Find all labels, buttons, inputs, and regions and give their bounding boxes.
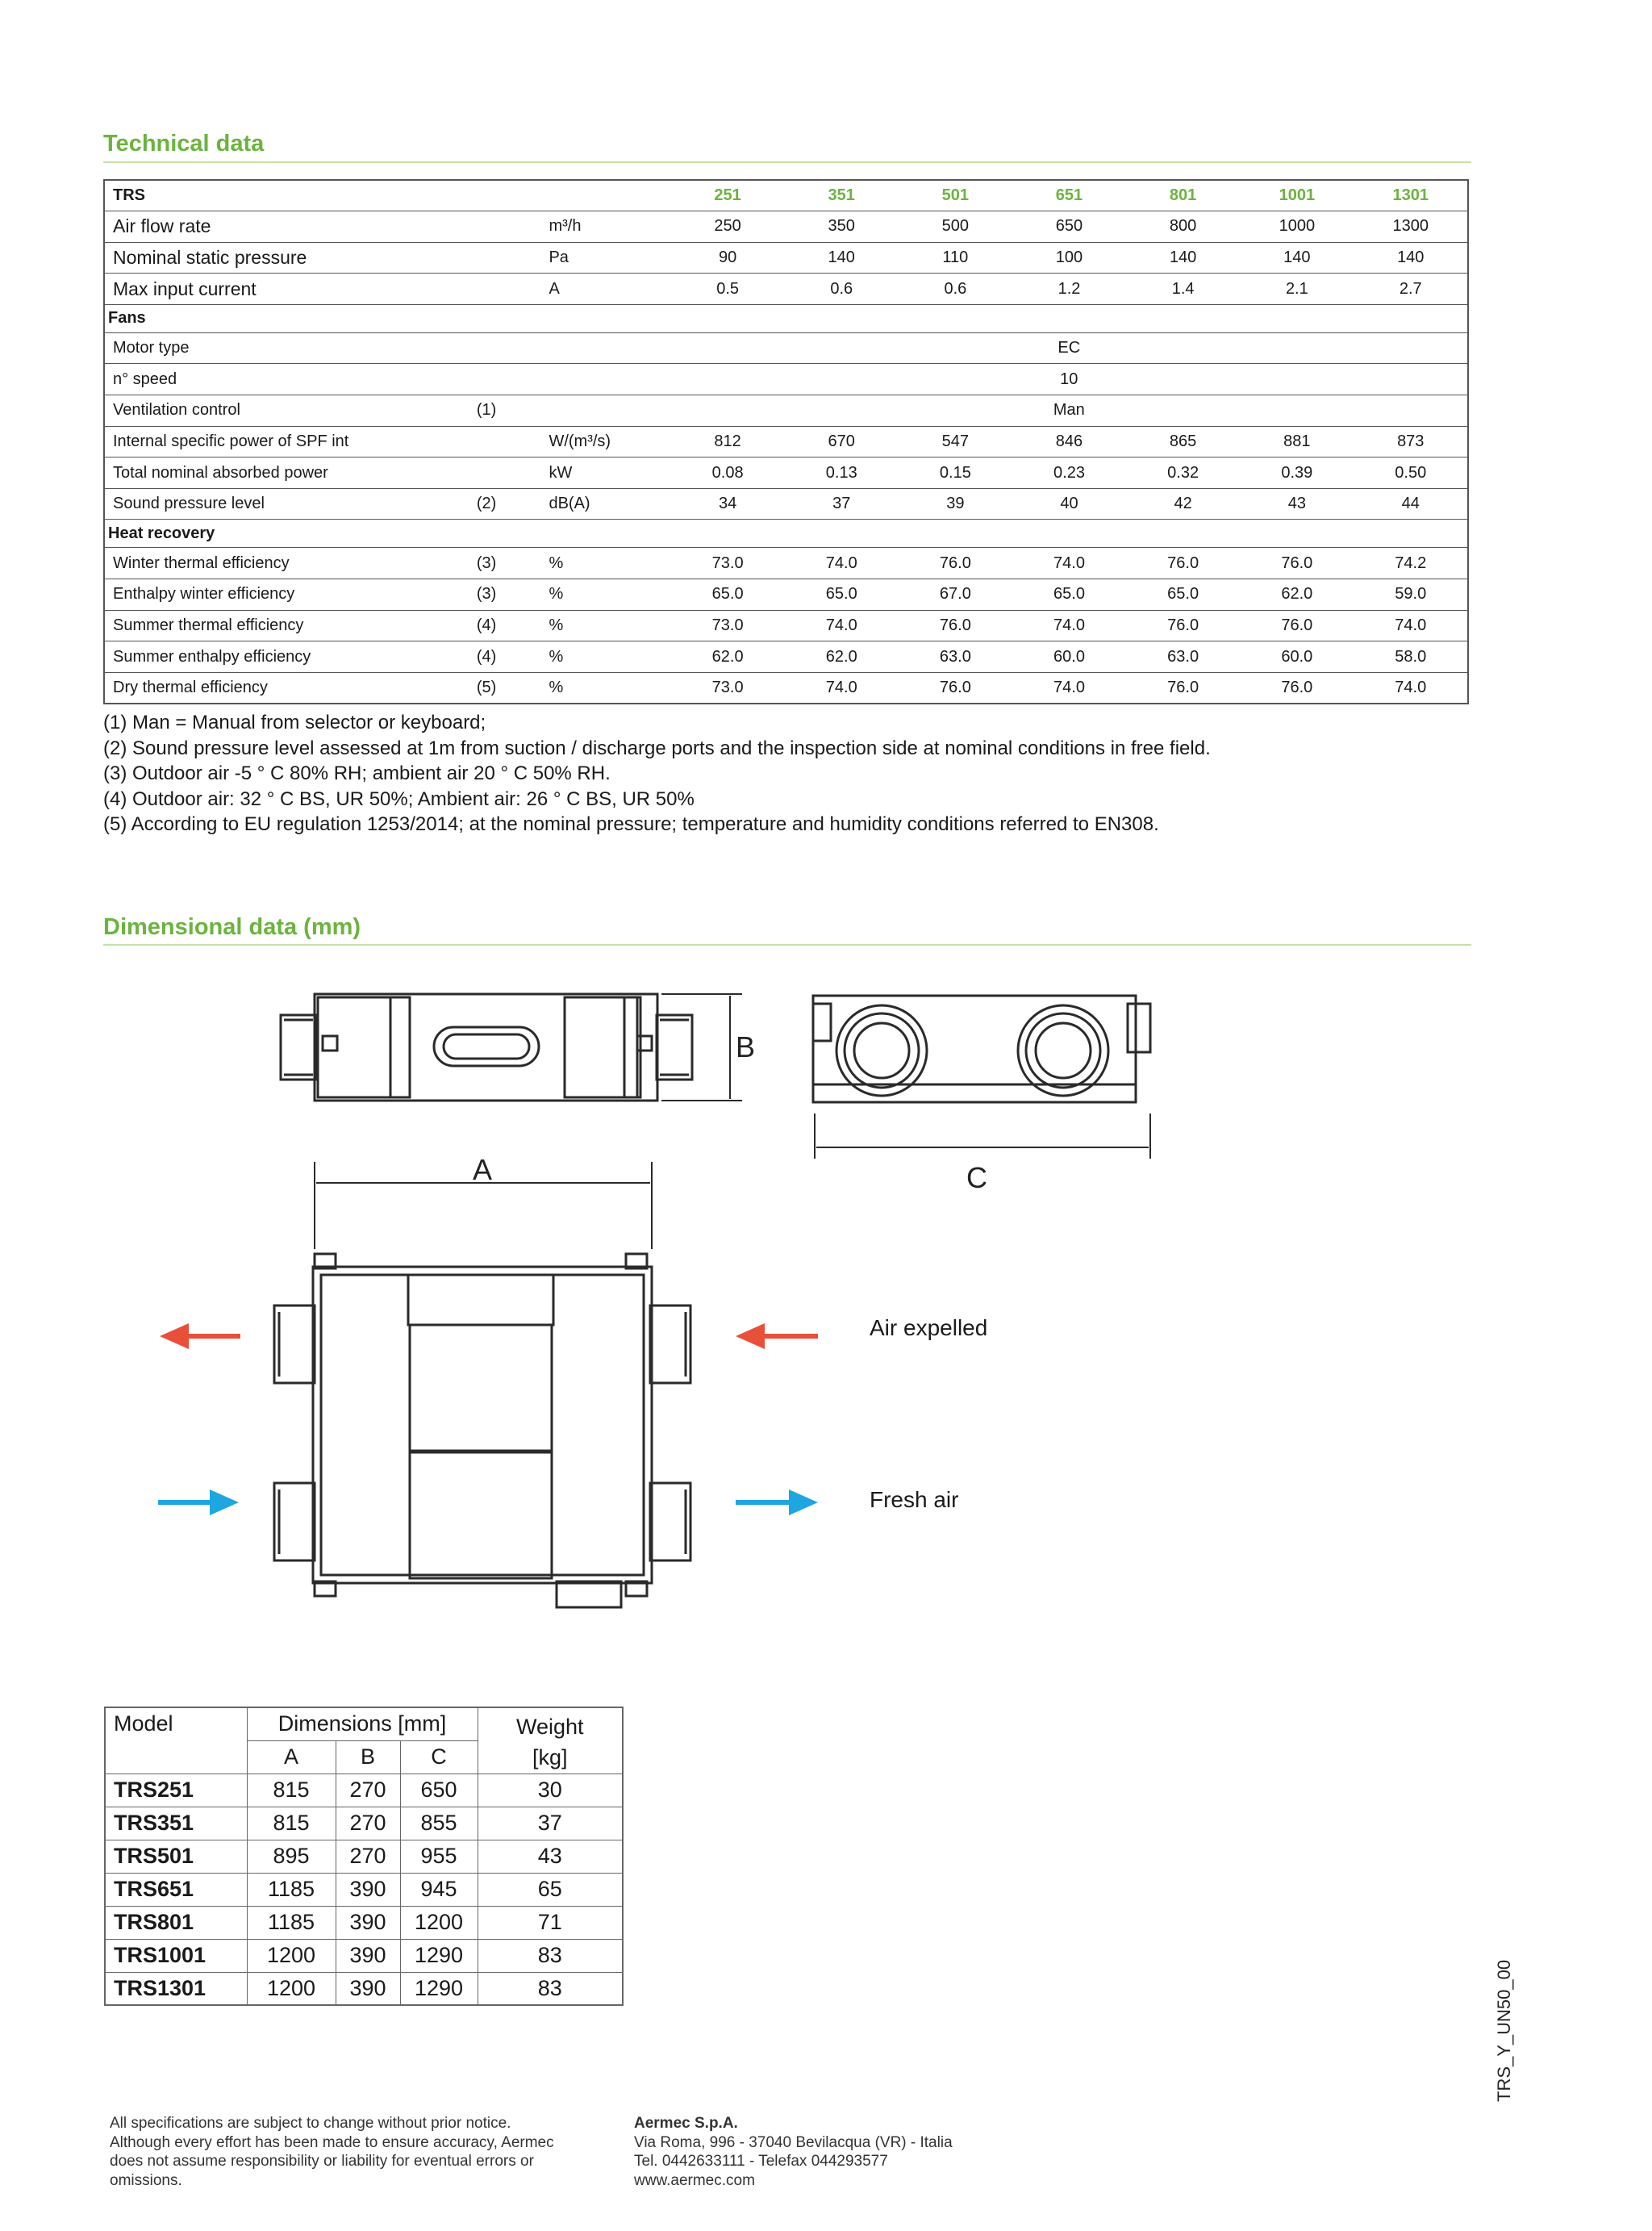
row-value: 73.0 bbox=[671, 672, 785, 704]
footer-company-block bbox=[634, 2114, 953, 2190]
plan-view-drawing bbox=[274, 1254, 690, 1607]
row-value: 1.2 bbox=[1012, 274, 1126, 305]
row-value: 74.0 bbox=[785, 610, 899, 641]
row-value: 76.0 bbox=[1126, 672, 1240, 704]
dims-cell-w: 83 bbox=[478, 1939, 623, 1972]
row-label: Summer thermal efficiency bbox=[104, 610, 473, 641]
row-value: 812 bbox=[671, 426, 785, 457]
dims-cell-model: TRS501 bbox=[105, 1840, 247, 1873]
row-value: 74.0 bbox=[1354, 610, 1468, 641]
company-phone: Tel. 0442633111 - Telefax 044293577 bbox=[634, 2153, 888, 2170]
row-note: (5) bbox=[473, 672, 546, 704]
arrow-fresh-right bbox=[736, 1489, 818, 1515]
dims-cell-model: TRS1301 bbox=[105, 1972, 247, 2005]
footnote-3: (3) Outdoor air -5 ° C 80% RH; ambient air 20 ° C 50% RH. bbox=[103, 762, 611, 784]
model-header-651: 651 bbox=[1012, 180, 1126, 211]
arrow-expelled-right bbox=[736, 1323, 818, 1349]
row-value: 0.08 bbox=[671, 457, 785, 489]
speed-row-label: n° speed bbox=[104, 364, 473, 395]
row-value: 670 bbox=[785, 426, 899, 457]
dims-cell-model: TRS651 bbox=[105, 1873, 247, 1906]
model-header-501: 501 bbox=[899, 180, 1012, 211]
dims-cell-model: TRS1001 bbox=[105, 1939, 247, 1972]
row-label: Air flow rate bbox=[104, 211, 473, 243]
row-unit: % bbox=[545, 579, 670, 611]
dims-cell-c: 1290 bbox=[400, 1972, 478, 2005]
row-unit: % bbox=[545, 672, 670, 704]
row-value: 76.0 bbox=[899, 672, 1012, 704]
dims-header-row bbox=[105, 1707, 623, 1740]
row-value: 62.0 bbox=[671, 641, 785, 673]
model-header-251: 251 bbox=[671, 180, 785, 211]
dims-cell-a: 1200 bbox=[247, 1972, 336, 2005]
col-dimensions: Dimensions [mm] bbox=[247, 1707, 478, 1740]
row-value: 74.0 bbox=[1012, 672, 1126, 704]
dims-cell-model: TRS351 bbox=[105, 1807, 247, 1840]
dims-cell-w: 43 bbox=[478, 1840, 623, 1873]
row-unit: % bbox=[545, 641, 670, 673]
row-label: Summer enthalpy efficiency bbox=[104, 641, 473, 673]
row-unit: kW bbox=[545, 457, 670, 489]
row-value: 2.7 bbox=[1354, 274, 1468, 305]
company-name: Aermec S.p.A. bbox=[634, 2115, 738, 2132]
row-note: (4) bbox=[473, 610, 546, 641]
dims-row bbox=[105, 1807, 623, 1840]
dimension-c bbox=[815, 1113, 1150, 1159]
row-value: 60.0 bbox=[1012, 641, 1126, 673]
dimensional-data-title: Dimensional data (mm) bbox=[103, 914, 361, 940]
dims-cell-b: 390 bbox=[336, 1906, 400, 1939]
model-header-351: 351 bbox=[785, 180, 899, 211]
row-value: 59.0 bbox=[1354, 579, 1468, 611]
row-value: 0.6 bbox=[899, 274, 1012, 305]
row-unit: % bbox=[545, 610, 670, 641]
dims-cell-w: 37 bbox=[478, 1807, 623, 1840]
disclaimer-line-4: omissions. bbox=[110, 2171, 182, 2189]
row-value: 865 bbox=[1126, 426, 1240, 457]
row-value: 0.50 bbox=[1354, 457, 1468, 489]
row-value: 63.0 bbox=[899, 641, 1012, 673]
row-value: 1300 bbox=[1354, 211, 1468, 243]
row-value: 140 bbox=[1354, 242, 1468, 274]
row-value: 76.0 bbox=[1240, 672, 1354, 704]
row-value: 40 bbox=[1012, 488, 1126, 520]
row-value: 60.0 bbox=[1240, 641, 1354, 673]
row-label: Winter thermal efficiency bbox=[104, 548, 473, 579]
col-model: Model bbox=[105, 1707, 247, 1774]
row-value: 65.0 bbox=[785, 579, 899, 611]
dims-cell-a: 815 bbox=[247, 1807, 336, 1840]
row-value: 0.13 bbox=[785, 457, 899, 489]
row-value: 76.0 bbox=[1240, 548, 1354, 579]
row-value: 0.5 bbox=[671, 274, 785, 305]
technical-data-title: Technical data bbox=[103, 131, 265, 157]
row-note: (2) bbox=[473, 488, 546, 520]
dims-row bbox=[105, 1840, 623, 1873]
disclaimer-line-2: Although every effort has been made to ensure accuracy, Aermec bbox=[110, 2133, 554, 2151]
header-label: TRS bbox=[104, 180, 473, 211]
dims-cell-c: 855 bbox=[400, 1807, 478, 1840]
motor-type-row-value: EC bbox=[671, 332, 1468, 364]
row-value: 67.0 bbox=[899, 579, 1012, 611]
row-value: 37 bbox=[785, 488, 899, 520]
dims-cell-c: 945 bbox=[400, 1873, 478, 1906]
arrow-fresh-left bbox=[158, 1489, 239, 1515]
row-value: 881 bbox=[1240, 426, 1354, 457]
col-a: A bbox=[247, 1740, 336, 1774]
label-a: A bbox=[473, 1153, 493, 1186]
row-value: 1000 bbox=[1240, 211, 1354, 243]
footnote-2: (2) Sound pressure level assessed at 1m from suction / discharge ports and the inspection side at nominal conditions in free field. bbox=[103, 737, 1211, 759]
row-value: 65.0 bbox=[671, 579, 785, 611]
dimension-b bbox=[661, 994, 742, 1101]
row-label: Enthalpy winter efficiency bbox=[104, 579, 473, 611]
dims-row bbox=[105, 1873, 623, 1906]
legend-air-expelled: Air expelled bbox=[870, 1315, 988, 1340]
row-value: 650 bbox=[1012, 211, 1126, 243]
row-value: 0.23 bbox=[1012, 457, 1126, 489]
row-value: 140 bbox=[1126, 242, 1240, 274]
row-value: 547 bbox=[899, 426, 1012, 457]
row-value: 100 bbox=[1012, 242, 1126, 274]
company-address: Via Roma, 996 - 37040 Bevilacqua (VR) - Italia bbox=[634, 2133, 953, 2151]
dims-cell-w: 30 bbox=[478, 1774, 623, 1807]
dims-cell-b: 390 bbox=[336, 1972, 400, 2005]
row-value: 250 bbox=[671, 211, 785, 243]
disclaimer-line-3: does not assume responsibility or liability for eventual errors or bbox=[110, 2153, 534, 2170]
dims-row bbox=[105, 1774, 623, 1807]
group-heat: Heat recovery bbox=[104, 520, 1468, 548]
dims-cell-model: TRS251 bbox=[105, 1774, 247, 1807]
row-value: 110 bbox=[899, 242, 1012, 274]
dims-cell-model: TRS801 bbox=[105, 1906, 247, 1939]
dims-row bbox=[105, 1906, 623, 1939]
row-value: 44 bbox=[1354, 488, 1468, 520]
row-value: 500 bbox=[899, 211, 1012, 243]
row-value: 846 bbox=[1012, 426, 1126, 457]
row-note: (3) bbox=[473, 579, 546, 611]
label-c: C bbox=[966, 1161, 987, 1194]
dims-cell-a: 1185 bbox=[247, 1906, 336, 1939]
dims-cell-w: 83 bbox=[478, 1972, 623, 2005]
row-value: 76.0 bbox=[899, 610, 1012, 641]
row-note: (3) bbox=[473, 548, 546, 579]
row-value: 0.15 bbox=[899, 457, 1012, 489]
row-value: 65.0 bbox=[1012, 579, 1126, 611]
footnote-1: (1) Man = Manual from selector or keyboard; bbox=[103, 712, 486, 733]
row-value: 76.0 bbox=[899, 548, 1012, 579]
row-value: 43 bbox=[1240, 488, 1354, 520]
row-value: 873 bbox=[1354, 426, 1468, 457]
row-value: 76.0 bbox=[1126, 548, 1240, 579]
footer-disclaimer bbox=[110, 2114, 586, 2190]
dims-cell-b: 270 bbox=[336, 1840, 400, 1873]
legend-fresh-air: Fresh air bbox=[870, 1487, 959, 1512]
dims-cell-a: 895 bbox=[247, 1840, 336, 1873]
group-fans: Fans bbox=[104, 304, 1468, 332]
row-value: 76.0 bbox=[1126, 610, 1240, 641]
row-value: 140 bbox=[1240, 242, 1354, 274]
ventilation-row-value: Man bbox=[671, 395, 1468, 427]
row-note: (4) bbox=[473, 641, 546, 673]
dims-cell-c: 1200 bbox=[400, 1906, 478, 1939]
row-value: 0.6 bbox=[785, 274, 899, 305]
row-unit: Pa bbox=[545, 242, 670, 274]
dims-cell-c: 650 bbox=[400, 1774, 478, 1807]
row-value: 1.4 bbox=[1126, 274, 1240, 305]
dims-cell-w: 65 bbox=[478, 1873, 623, 1906]
footnote-4: (4) Outdoor air: 32 ° C BS, UR 50%; Ambient air: 26 ° C BS, UR 50% bbox=[103, 788, 695, 810]
row-unit: m³/h bbox=[545, 211, 670, 243]
row-value: 58.0 bbox=[1354, 641, 1468, 673]
company-website[interactable]: www.aermec.com bbox=[634, 2171, 755, 2189]
dims-cell-a: 1200 bbox=[247, 1939, 336, 1972]
col-c: C bbox=[400, 1740, 478, 1774]
row-value: 73.0 bbox=[671, 610, 785, 641]
label-b: B bbox=[736, 1030, 756, 1063]
dims-cell-b: 270 bbox=[336, 1807, 400, 1840]
row-label: Max input current bbox=[104, 274, 473, 305]
row-value: 74.0 bbox=[1012, 548, 1126, 579]
dims-cell-b: 270 bbox=[336, 1774, 400, 1807]
row-unit: A bbox=[545, 274, 670, 305]
row-value: 76.0 bbox=[1240, 610, 1354, 641]
row-label: Sound pressure level bbox=[104, 488, 473, 520]
dims-row bbox=[105, 1939, 623, 1972]
row-label: Total nominal absorbed power bbox=[104, 457, 473, 489]
dims-cell-a: 1185 bbox=[247, 1873, 336, 1906]
model-header-1301: 1301 bbox=[1354, 180, 1468, 211]
row-value: 42 bbox=[1126, 488, 1240, 520]
col-b: B bbox=[336, 1740, 400, 1774]
ventilation-row-label: Ventilation control bbox=[104, 395, 473, 427]
row-unit: W/(m³/s) bbox=[545, 426, 670, 457]
row-label: Nominal static pressure bbox=[104, 242, 473, 274]
side-view-drawing bbox=[813, 996, 1150, 1102]
row-value: 74.2 bbox=[1354, 548, 1468, 579]
dims-cell-b: 390 bbox=[336, 1873, 400, 1906]
row-value: 74.0 bbox=[1354, 672, 1468, 704]
model-header-801: 801 bbox=[1126, 180, 1240, 211]
row-value: 90 bbox=[671, 242, 785, 274]
model-header-1001: 1001 bbox=[1240, 180, 1354, 211]
row-value: 2.1 bbox=[1240, 274, 1354, 305]
row-value: 74.0 bbox=[785, 672, 899, 704]
col-weight bbox=[478, 1707, 623, 1774]
col-weight-line1: Weight bbox=[515, 1715, 584, 1739]
dims-row bbox=[105, 1972, 623, 2005]
dims-cell-w: 71 bbox=[478, 1906, 623, 1939]
row-value: 800 bbox=[1126, 211, 1240, 243]
row-value: 39 bbox=[899, 488, 1012, 520]
row-unit: dB(A) bbox=[545, 488, 670, 520]
row-value: 0.32 bbox=[1126, 457, 1240, 489]
document-code: TRS_Y_UN50_00 bbox=[1494, 1959, 1514, 2102]
row-label: Dry thermal efficiency bbox=[104, 672, 473, 704]
row-value: 34 bbox=[671, 488, 785, 520]
row-unit: % bbox=[545, 548, 670, 579]
top-view-drawing bbox=[281, 994, 692, 1101]
row-value: 140 bbox=[785, 242, 899, 274]
ventilation-row-note: (1) bbox=[473, 395, 546, 427]
arrow-expelled-left bbox=[160, 1323, 240, 1349]
row-value: 62.0 bbox=[785, 641, 899, 673]
motor-type-row-label: Motor type bbox=[104, 332, 473, 364]
row-value: 0.39 bbox=[1240, 457, 1354, 489]
disclaimer-line-1: All specifications are subject to change without prior notice. bbox=[110, 2115, 511, 2132]
speed-row-value: 10 bbox=[671, 364, 1468, 395]
dims-cell-b: 390 bbox=[336, 1939, 400, 1972]
row-value: 62.0 bbox=[1240, 579, 1354, 611]
row-value: 74.0 bbox=[1012, 610, 1126, 641]
row-value: 350 bbox=[785, 211, 899, 243]
row-label: Internal specific power of SPF int bbox=[104, 426, 473, 457]
row-value: 74.0 bbox=[785, 548, 899, 579]
dims-cell-c: 1290 bbox=[400, 1939, 478, 1972]
dimensions-table bbox=[104, 1707, 624, 2006]
row-value: 65.0 bbox=[1126, 579, 1240, 611]
row-value: 63.0 bbox=[1126, 641, 1240, 673]
dims-cell-c: 955 bbox=[400, 1840, 478, 1873]
footnote-5: (5) According to EU regulation 1253/2014; at the nominal pressure; temperature and humidity conditions referred to EN308. bbox=[103, 813, 1159, 835]
row-value: 73.0 bbox=[671, 548, 785, 579]
dims-cell-a: 815 bbox=[247, 1774, 336, 1807]
col-weight-line2: [kg] bbox=[532, 1745, 568, 1769]
